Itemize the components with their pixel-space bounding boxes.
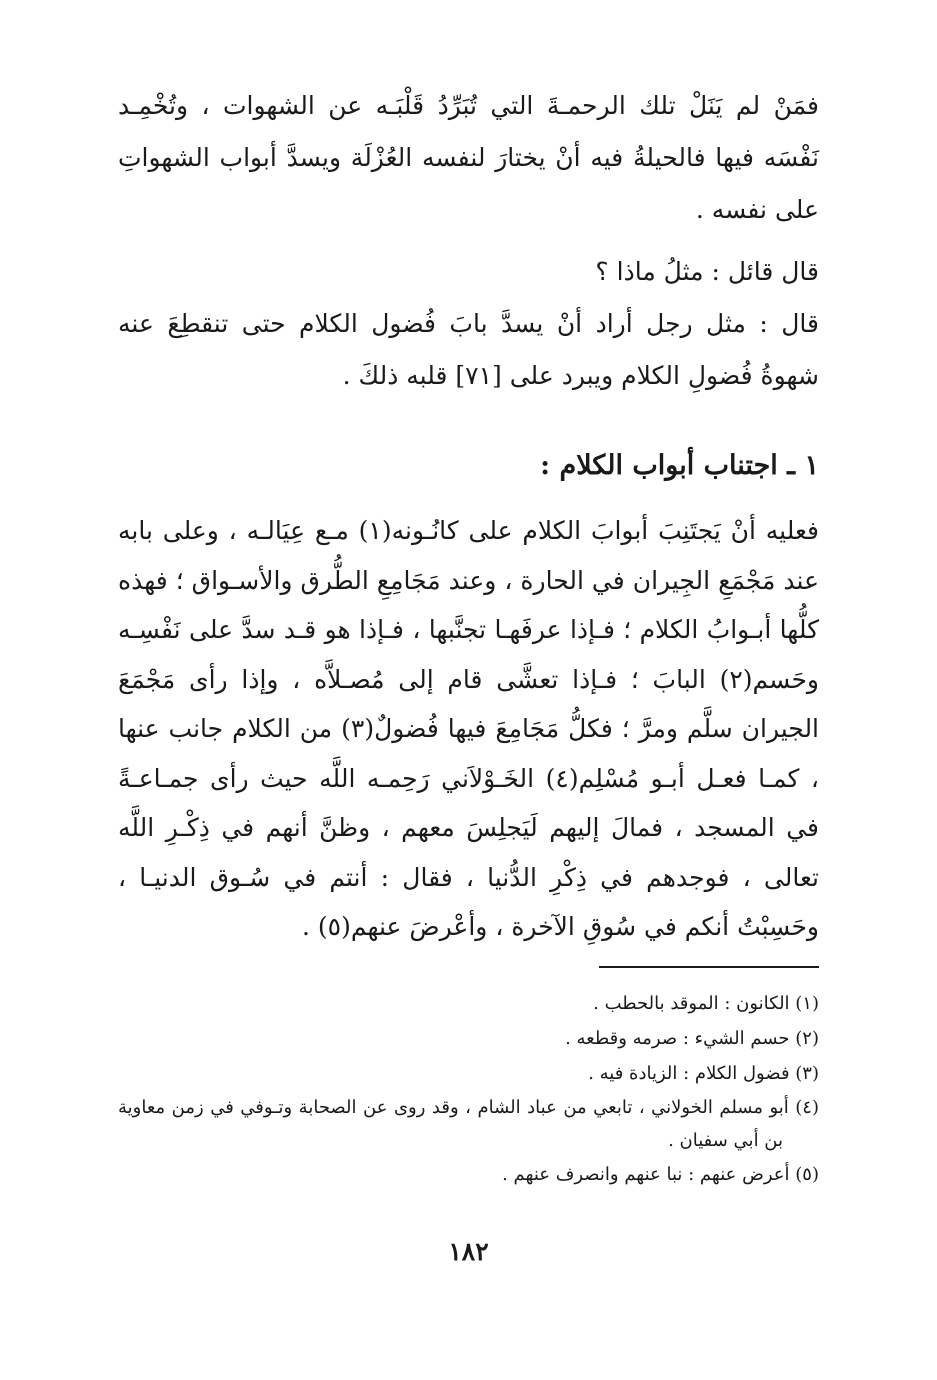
- section-heading: ١ ـ اجتناب أبواب الكلام :: [540, 450, 819, 481]
- footnote-4: (٤) أبو مسلم الخولاني ، تابعي من عباد الشام ، وقد روى عن الصحابة وتـوفي في زمن معاوية بن أبي سفيان .: [118, 1097, 819, 1151]
- paragraph-3: قال : مثل رجل أراد أنْ يسدَّ بابَ فُضول الكلام حتى تنقطِعَ عنه شهوةُ فُضولِ الكلام ويبرد على [٧١] قلبه ذلكَ .: [118, 309, 819, 390]
- paragraph-1: فمَنْ لم يَنَلْ تلك الرحمـةَ التي تُبَرِّدُ قَلْبَـه عن الشهوات ، وتُخْمِـد نَفْسَه فيها فالحيلةُ فيه أنْ يختارَ لنفسه العُزْلَة ويسدَّ أبواب الشهواتِ على نفسه .: [118, 91, 819, 224]
- footnote-divider: [599, 966, 819, 968]
- paragraph-4: فعليه أنْ يَجتَنِبَ أبوابَ الكلام على كانُـونه(١) مـع عِيَالـه ، وعلى بابه عند مَجْمَعِ الجِيران في الحارة ، وعند مَجَامِعِ الطُّرق والأسـواق ؛ فهذه كلُّها أبـوابُ الكلام ؛ فـإذا عرفَهـا تجنَّبها ، فـإذا هو قـد سدَّ على نَفْسِـه وحَسم(٢) البابَ ؛ فـإذا تعشَّى قام إلى مُصـلاَّه ، وإذا رأى مَجْمَعَ الجيران سلَّم ومرَّ ؛ فكلُّ مَجَامِعَ فيها فُضولٌ(٣) من الكلام جانب عنها ، كمـا فعـل أبـو مُسْلِم(٤) الخَـوْلاَني رَحِمـه اللَّه حيث رأى جمـاعـةً في المسجد ، فمالَ إليهم لَيَجلِسَ معهم ، وظنَّ أنهم في ذِكْـرِ اللَّه تعالى ، فوجدهم في ذِكْرِ الدُّنيا ، فقال : أنتم في سُـوق الدنيـا ، وحَسِبْتُ أنكم في سُوقِ الآخرة ، وأعْرضَ عنهم(٥) .: [118, 516, 820, 941]
- footnote-1: (١) الكانون : الموقد بالحطب .: [593, 993, 819, 1014]
- footnote-3: (٣) فضول الكلام : الزيادة فيه .: [588, 1063, 819, 1084]
- footnotes-list: [118, 986, 819, 1192]
- footnote-2: (٢) حسم الشيء : صرمه وقطعه .: [565, 1028, 819, 1049]
- paragraph-2: قال قائل : مثلُ ماذا ؟: [595, 257, 819, 286]
- footnote-5: (٥) أعرض عنهم : نبا عنهم وانصرف عنهم .: [502, 1164, 819, 1185]
- page-number: ١٨٢: [448, 1237, 489, 1266]
